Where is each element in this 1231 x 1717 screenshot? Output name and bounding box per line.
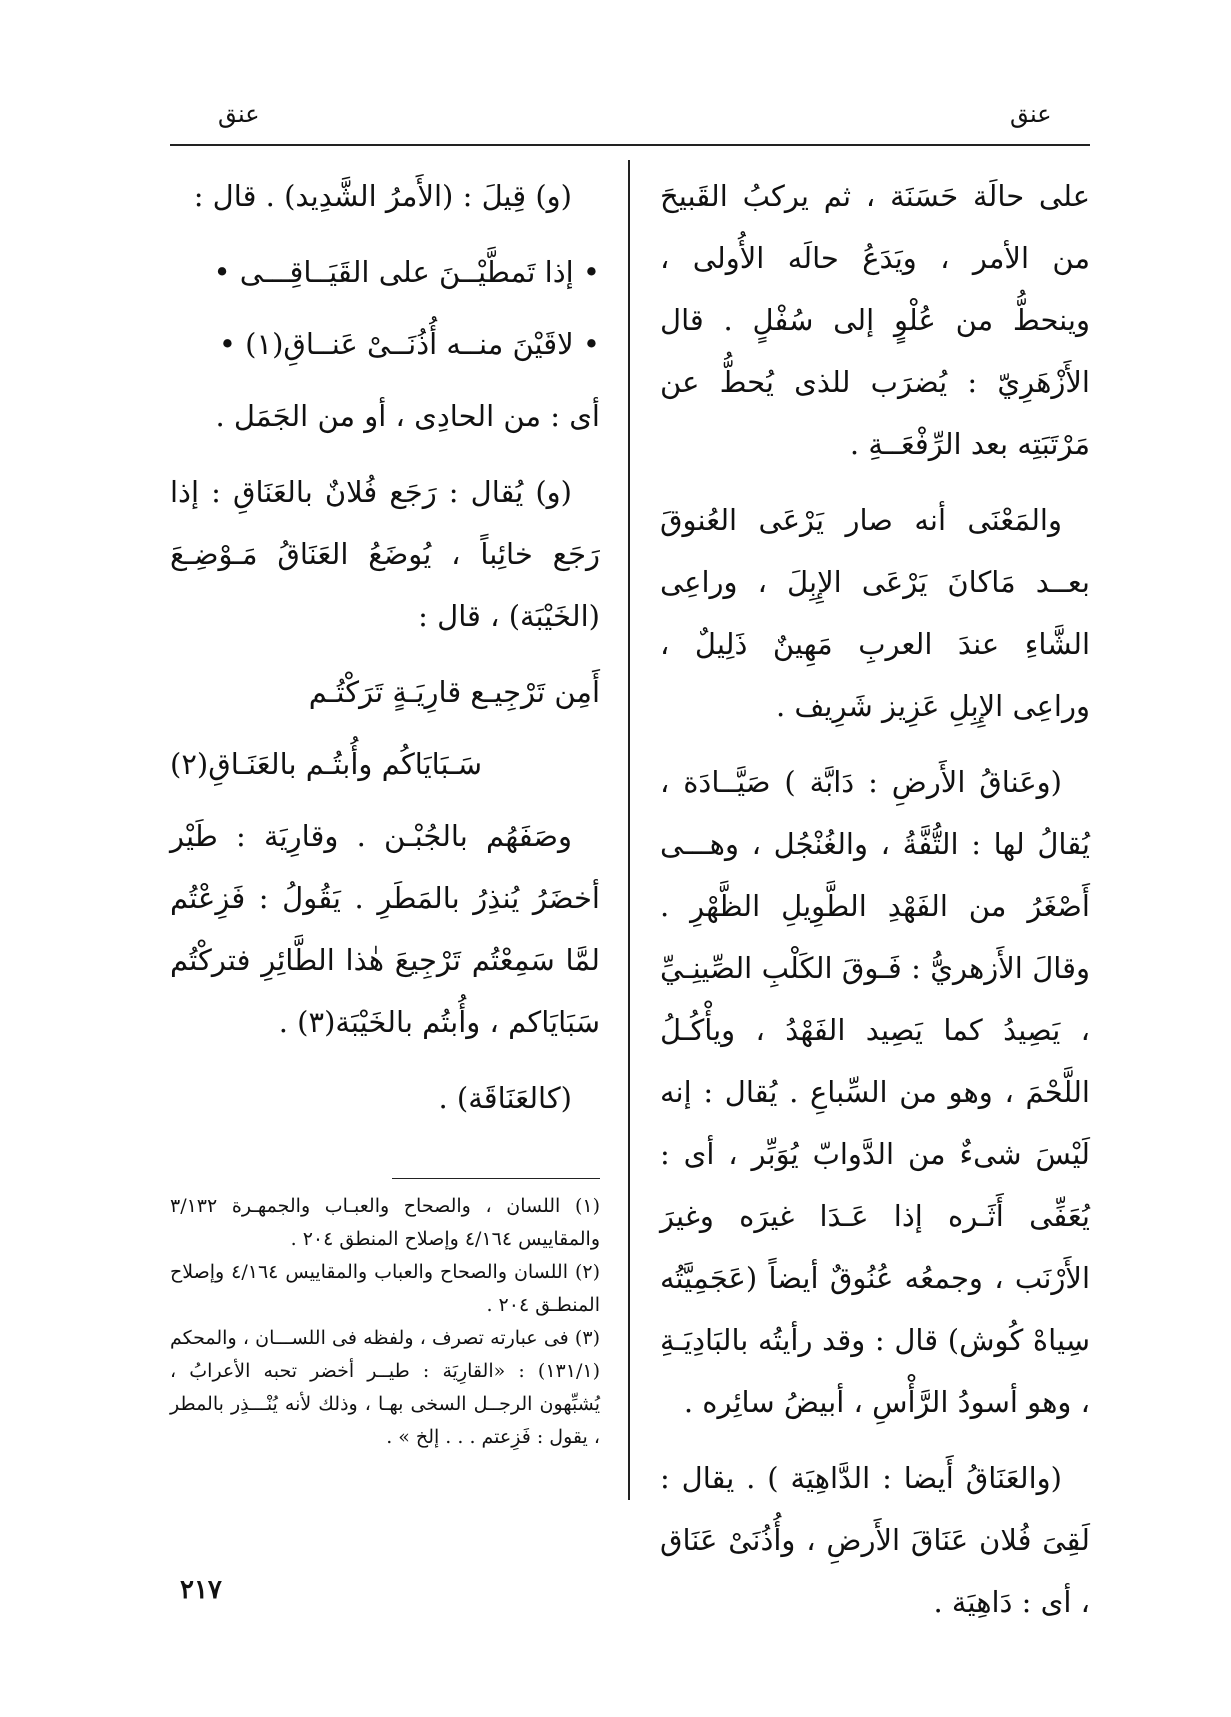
paragraph: (وعَناقُ الأَرضِ : دَابَّة ) صَيَّــادَة ، يُقالُ لها : التُّفَّةُ ، والغُنْجُل ، وهـــى أَصْغَرُ من الفَهْدِ الطَّوِيلِ الظَّهْرِ . وقالَ الأَزهريُّ : فَـوقَ الكَلْبِ الصِّينِـيِّ ، يَصِيدُ كما يَصِيد الفَهْدُ ، ويأْكُـلُ اللَّحْمَ ، وهو من السِّباعِ . يُقال : إنه لَيْسَ شىءٌ من الدَّوابّ يُوَبِّر ، أى : يُعَفِّى أَثَـره إذا عَـدَا غيرَه وغيرَ الأَرْنَب ، وجمعُه عُنُوقٌ أيضاً (عَجَمِيَّتُه سِياهْ كُوش) قال : وقد رأيتُه بالبَادِيَـةِ ، وهو أسودُ الرَّأْسِ ، أبيضُ سائِره . <box>660 765 1090 1419</box>
verse-line: أَمِن تَرْجِيـع قارِيَـةٍ تَرَكْتُـم <box>308 675 600 709</box>
paragraph: (و) يُقال : رَجَع فُلانٌ بالعَنَاقِ : إذا رَجَع خائِباً ، يُوضَعُ العَنَاقُ مَـوْضِـعَ (الخَيْبَة) ، قال : <box>170 475 600 633</box>
right-column <box>660 165 1090 1647</box>
column-divider <box>628 160 630 1500</box>
footnote: (٣) فى عبارته تصرف ، ولفظه فى اللســـان ، والمحكم (١٣١/١) : «القارِيَة : طيــر أخضر تحبه الأعرابُ ، يُشبِّهون الرجــل السخى بهـا ، وذلك لأنه يُنْـــذِر بالمطر ، يقول : فَزِعتم . . . إلخ » . <box>170 1327 600 1448</box>
paragraph: والمَعْنَى أنه صار يَرْعَى العُنوقَ بعــد مَاكانَ يَرْعَى الإِبِلَ ، وراعِى الشَّاءِ عندَ العربِ مَهِينٌ ذَلِيلٌ ، وراعِى الإِبِلِ عَزِيز شَرِيف . <box>660 503 1090 723</box>
verse-line: سَـبَايَاكُم وأُبتُـم بالعَنَـاقِ(٢) <box>170 747 483 781</box>
header-title-right: عنق <box>1010 100 1052 128</box>
footnotes <box>170 1190 600 1454</box>
paragraph: (والعَنَاقُ أَيضا : الدَّاهِيَة ) . يقال : لَقِىَ فُلان عَنَاقَ الأَرضِ ، وأُذُنَىْ عَنَاق ، أى : دَاهِيَة . <box>660 1461 1090 1619</box>
header-rule <box>170 144 1090 146</box>
footnote: (١) اللسان ، والصحاح والعبـاب والجمهـرة ٣/١٣٢ والمقاييس ٤/١٦٤ وإصلاح المنطق ٢٠٤ . <box>170 1195 600 1250</box>
paragraph: وصَفَهُم بالجُبْـن . وقارِيَة : طَيْر أخضَرُ يُنذِرُ بالمَطَرِ . يَقُولُ : فَزِعْتُم لمَّا سَمِعْتُم تَرْجِيعَ هٰذا الطَّائِرِ فتركْتُم سَبَايَاكم ، وأُبتُم بالخَيْبَة(٣) . <box>170 819 600 1039</box>
left-column <box>170 165 600 1143</box>
verse-line: • إذا تَمطَّيْــنَ على القَيَــاقِـــى • <box>213 255 600 289</box>
paragraph: (كالعَنَاقَة) . <box>438 1081 572 1115</box>
paragraph: على حالَة حَسَنَة ، ثم يركبُ القَبيحَ من الأمر ، ويَدَعُ حالَه الأُولى ، وينحطُّ من عُلْوٍ إلى سُفْلٍ . قال الأَزْهَرِيّ : يُضرَب للذى يُحطُّ عن مَرْتَبَتِه بعد الرِّفْعَــةِ . <box>660 179 1090 461</box>
header-title-left: عنق <box>218 100 260 128</box>
paragraph: (و) قِيلَ : (الأَمرُ الشَّدِيد) . قال : <box>193 179 572 213</box>
verse-line: • لاقَيْنَ منــه أُذُنَــىْ عَنــاقِ(١) • <box>218 327 600 361</box>
page-number: ٢١٧ <box>180 1575 222 1605</box>
footnote-rule <box>392 1178 600 1179</box>
footnote: (٢) اللسان والصحاح والعباب والمقاييس ٤/١٦٤ وإصلاح المنطـق ٢٠٤ . <box>170 1261 601 1316</box>
paragraph: أى : من الحادِى ، أو من الجَمَل . <box>215 399 600 433</box>
